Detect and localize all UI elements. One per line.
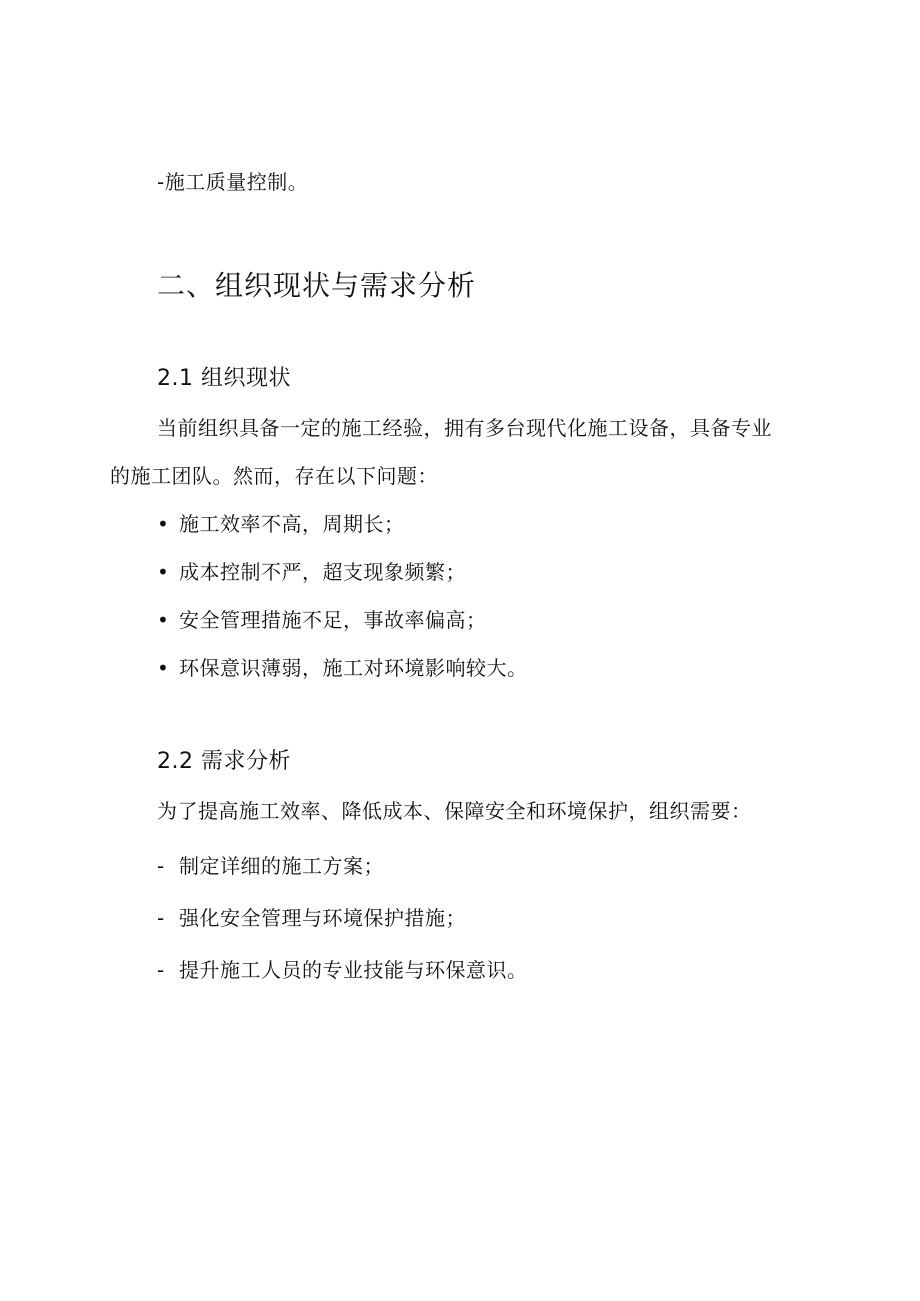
bullet-text: 成本控制不严，超支现象频繁； [179, 560, 466, 584]
bullet-text: 安全管理措施不足，事故率偏高； [179, 608, 487, 632]
dash-marker: - [157, 906, 165, 930]
paragraph-line: 的施工团队。然而，存在以下问题： [110, 464, 438, 488]
subsection-heading-2-2: 2.2 需求分析 [157, 749, 291, 774]
section-heading: 二、组织现状与需求分析 [157, 269, 477, 302]
bullet-item [157, 558, 466, 586]
dash-item [157, 904, 466, 932]
dash-text: 制定详细的施工方案； [179, 854, 384, 878]
bullet-item [157, 606, 487, 634]
bullet-marker: • [157, 608, 170, 632]
subsection-heading-2-1: 2.1 组织现状 [157, 366, 291, 391]
dash-text: 强化安全管理与环境保护措施； [179, 906, 466, 930]
bullet-item [157, 510, 405, 538]
bullet-text: 环保意识薄弱，施工对环境影响较大。 [179, 656, 528, 680]
dash-item [157, 852, 384, 880]
carryover-list-item: -施工质量控制。 [157, 170, 309, 194]
bullet-text: 施工效率不高，周期长； [179, 512, 405, 536]
dash-marker: - [157, 958, 165, 982]
paragraph-line: 当前组织具备一定的施工经验，拥有多台现代化施工设备，具备专业 [157, 416, 772, 440]
bullet-marker: • [157, 512, 170, 536]
dash-marker: - [157, 854, 165, 878]
bullet-marker: • [157, 560, 170, 584]
bullet-item [157, 654, 528, 682]
paragraph-line: 为了提高施工效率、降低成本、保障安全和环境保护，组织需要： [157, 799, 752, 823]
bullet-marker: • [157, 656, 170, 680]
dash-text: 提升施工人员的专业技能与环保意识。 [179, 958, 528, 982]
dash-item [157, 956, 528, 984]
